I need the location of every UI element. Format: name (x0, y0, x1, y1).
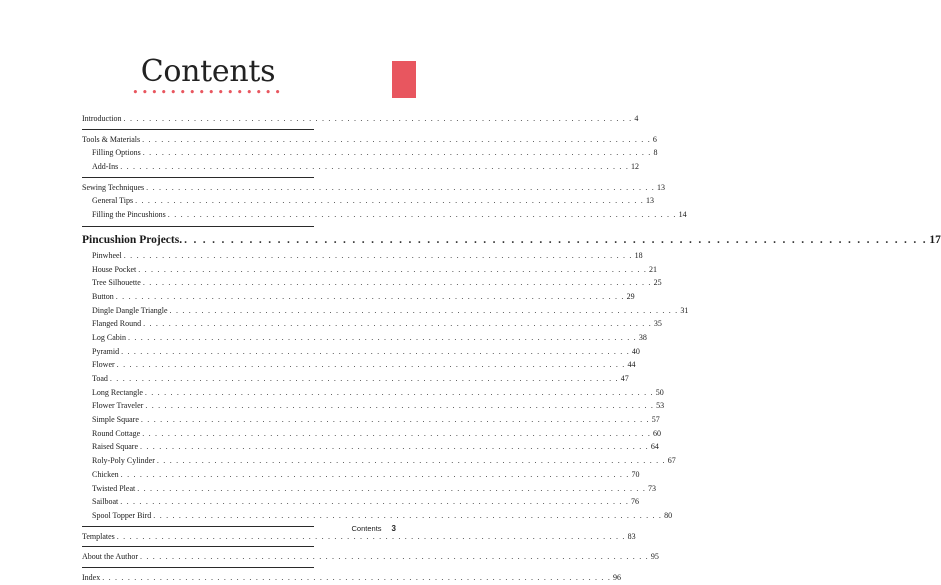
section-divider (82, 226, 314, 227)
toc-entry-label: Flower Traveler (92, 401, 144, 411)
page-title: Contents (140, 54, 276, 89)
dot-leader: . . . . . . . . . . . . . . . . . . . . . . . . . . . . . . . . . . . . . . . . . . . . . . . . . . . . . . . . . . . . . . . . . . . . . . . . . . . . . . . . (142, 278, 652, 288)
toc-entry-label: Flower (92, 360, 115, 370)
toc-entry-label: Filling Options (92, 148, 141, 158)
toc-entry-label: Pinwheel (92, 250, 122, 260)
toc-subentry[interactable] (82, 317, 662, 331)
toc-entry-label: About the Author (82, 552, 138, 562)
toc-entry-label: Tree Silhouette (92, 278, 141, 288)
toc-page-number: 64 (650, 442, 659, 452)
toc-entry-label: Introduction (82, 114, 122, 123)
toc-page-number: 13 (645, 196, 654, 206)
toc-subentry[interactable] (82, 454, 676, 468)
toc-page-number: 47 (620, 374, 629, 383)
dot-leader: . . . . . . . . . . . . . . . . . . . . . . . . . . . . . . . . . . . . . . . . . . . . . . . . . . . . . . . . . . . . . . . . . . . . . . . . . . . . . . . . (144, 387, 654, 397)
toc-subentry[interactable] (82, 194, 654, 208)
toc-entry-label: Button (92, 291, 114, 301)
toc-subentry[interactable] (82, 331, 647, 345)
dot-leader: . . . . . . . . . . . . . . . . . . . . . . . . . . . . . . . . . . . . . . . . . . . . . . . . . . . . . . . . . . . . . . . . . . . . . . . . . . . . . . . . (184, 233, 928, 246)
toc-entry-label: Templates (82, 531, 115, 541)
toc-entry-label: General Tips (92, 196, 134, 206)
dot-leader: . . . . . . . . . . . . . . . . . . . . . . . . . . . . . . . . . . . . . . . . . . . . . . . . . . . . . . . . . . . . . . . . . . . . . . . . . . . . . . . . (135, 196, 644, 206)
toc-entry-label: Flanged Round (92, 319, 142, 329)
toc-entry[interactable] (82, 530, 636, 544)
toc-subentry[interactable] (82, 386, 664, 400)
dot-leader: . . . . . . . . . . . . . . . . . . . . . . . . . . . . . . . . . . . . . . . . . . . . . . . . . . . . . . . . . . . . . . . . . . . . . . . . . . . . . . . . (138, 264, 648, 274)
toc-subentry[interactable] (82, 358, 636, 372)
toc-page-number: 18 (634, 250, 643, 260)
dot-leader: . . . . . . . . . . . . . . . . . . . . . . . . . . . . . . . . . . . . . . . . . . . . . . . . . . . . . . . . . . . . . . . . . . . . . . . . . . . . . . . . (142, 428, 652, 438)
dot-leader: . . . . . . . . . . . . . . . . . . . . . . . . . . . . . . . . . . . . . . . . . . . . . . . . . . . . . . . . . . . . . . . . . . . . . . . . . . . . . . . . (102, 572, 612, 582)
toc-page-number: 25 (653, 278, 662, 288)
toc-entry-label: Toad (92, 374, 108, 383)
toc-page-number: 4 (634, 114, 639, 123)
toc-entry-label: Simple Square (92, 415, 139, 425)
dot-leader: . . . . . . . . . . . . . . . . . . . . . . . . . . . . . . . . . . . . . . . . . . . . . . . . . . . . . . . . . . . . . . . . . . . . . . . . . . . . . . . . (142, 148, 652, 158)
dot-leader: . . . . . . . . . . . . . . . . . . . . . . . . . . . . . . . . . . . . . . . . . . . . . . . . . . . . . . . . . . . . . . . . . . . . . . . . . . . . . . . . (120, 469, 630, 479)
footer-label: Contents (351, 524, 382, 533)
toc-entry[interactable] (82, 571, 622, 585)
toc-subentry[interactable] (82, 276, 662, 290)
toc-entry-label: Chicken (92, 469, 119, 479)
toc-page-number: 73 (648, 483, 657, 493)
toc-entry-label: Filling the Pincushions (92, 210, 166, 220)
page-footer (352, 524, 396, 533)
toc-page-number: 60 (653, 428, 662, 438)
toc-page-number: 31 (680, 305, 689, 315)
dot-leader: . . . . . . . . . . . . . . . . . . . . . . . . . . . . . . . . . . . . . . . . . . . . . . . . . . . . . . . . . . . . . . . . . . . . . . . . . . . . . . . . (167, 210, 677, 220)
toc-entry-label: Sewing Techniques (82, 182, 145, 192)
toc-subentry[interactable] (82, 146, 658, 160)
toc-page-number: 53 (656, 401, 665, 411)
toc-subentry[interactable] (82, 509, 673, 523)
dot-leader: . . . . . . . . . . . . . . . . . . . . . . . . . . . . . . . . . . . . . . . . . . . . . . . . . . . . . . . . . . . . . . . . . . . . . . . . . . . . . . . . (140, 415, 650, 425)
dot-leader: . . . . . . . . . . . . . . . . . . . . . . . . . . . . . . . . . . . . . . . . . . . . . . . . . . . . . . . . . . . . . . . . . . . . . . . . . . . . . . . . (121, 346, 630, 356)
toc-page-number: 96 (613, 572, 622, 582)
dot-leader: . . . . . . . . . . . . . . . . . . . . . . . . . . . . . . . . . . . . . . . . . . . . . . . . . . . . . . . . . . . . . . . . . . . . . . . . . . . . . . . . (142, 134, 651, 144)
toc-entry-label: Sailboat (92, 497, 119, 507)
dot-leader: . . . . . . . . . . . . . . . . . . . . . . . . . . . . . . . . . . . . . . . . . . . . . . . . . . . . . . . . . . . . . . . . . . . . . . . . . . . . . . . . (116, 531, 626, 541)
toc-entry-label: Pyramid (92, 346, 120, 356)
toc-entry-label: Round Cottage (92, 428, 141, 438)
section-divider (82, 546, 314, 547)
dot-leader: . . . . . . . . . . . . . . . . . . . . . . . . . . . . . . . . . . . . . . . . . . . . . . . . . . . . . . . . . . . . . . . . . . . . . . . . . . . . . . . . (140, 442, 649, 452)
toc-page-number: 21 (649, 264, 658, 274)
toc-entry[interactable] (82, 181, 665, 195)
toc-entry[interactable] (82, 112, 639, 126)
toc-subentry[interactable] (82, 208, 687, 222)
page-number: 3 (391, 524, 396, 533)
dot-leader: . . . . . . . . . . . . . . . . . . . . . . . . . . . . . . . . . . . . . . . . . . . . . . . . . . . . . . . . . . . . . . . . . . . . . . . . . . . . . . . . (128, 332, 637, 342)
toc-page-number: 95 (650, 552, 659, 562)
toc-page-number: 29 (626, 291, 635, 301)
dot-leader: . . . . . . . . . . . . . . . . . . . . . . . . . . . . . . . . . . . . . . . . . . . . . . . . . . . . . . . . . . . . . . . . . . . . . . . . . . . . . . . . (123, 250, 633, 260)
section-divider (82, 177, 314, 178)
dot-leader: . . . . . . . . . . . . . . . . . . . . . . . . . . . . . . . . . . . . . . . . . . . . . . . . . . . . . . . . . . . . . . . . . . . . . . . . . . . . . . . . (153, 510, 663, 520)
section-divider (82, 129, 314, 130)
title-ornament-dots: •••••••••••••••• (132, 86, 284, 99)
toc-entry-label: Index (82, 572, 101, 582)
toc-subentry[interactable] (82, 345, 640, 359)
dot-leader: . . . . . . . . . . . . . . . . . . . . . . . . . . . . . . . . . . . . . . . . . . . . . . . . . . . . . . . . . . . . . . . . . . . . . . . . . . . . . . . . (116, 360, 626, 370)
toc-page-number: 57 (651, 415, 660, 425)
toc-subentry[interactable] (82, 399, 665, 413)
toc-entry-label: Log Cabin (92, 332, 126, 342)
toc-page-number: 14 (678, 210, 687, 220)
toc-entry-label: Roly-Poly Cylinder (92, 456, 155, 466)
toc-entry-label: Dingle Dangle Triangle (92, 305, 168, 315)
toc-entry-label: Add-Ins (92, 162, 119, 172)
toc-page-number: 6 (652, 134, 657, 144)
section-divider (82, 567, 314, 568)
dot-leader: . . . . . . . . . . . . . . . . . . . . . . . . . . . . . . . . . . . . . . . . . . . . . . . . . . . . . . . . . . . . . . . . . . . . . . . . . . . . . . . . (143, 319, 652, 329)
toc-subentry[interactable] (82, 290, 635, 304)
toc-page-number: 70 (631, 469, 640, 479)
dot-leader: . . . . . . . . . . . . . . . . . . . . . . . . . . . . . . . . . . . . . . . . . . . . . . . . . . . . . . . . . . . . . . . . . . . . . . . . . . . . . . . . (123, 114, 633, 123)
toc-entry-label: Tools & Materials (82, 134, 141, 144)
toc-entry-label: Long Rectangle (92, 387, 143, 397)
toc-page-number: 44 (627, 360, 636, 370)
dot-leader: . . . . . . . . . . . . . . . . . . . . . . . . . . . . . . . . . . . . . . . . . . . . . . . . . . . . . . . . . . . . . . . . . . . . . . . . . . . . . . . . (120, 162, 630, 172)
toc-subentry[interactable] (82, 160, 640, 174)
toc-entry[interactable] (82, 133, 657, 147)
toc-page-number: 38 (638, 332, 647, 342)
dot-leader: . . . . . . . . . . . . . . . . . . . . . . . . . . . . . . . . . . . . . . . . . . . . . . . . . . . . . . . . . . . . . . . . . . . . . . . . . . . . . . . . (169, 305, 679, 315)
toc-page-number: 50 (655, 387, 664, 397)
dot-leader: . . . . . . . . . . . . . . . . . . . . . . . . . . . . . . . . . . . . . . . . . . . . . . . . . . . . . . . . . . . . . . . . . . . . . . . . . . . . . . . . (140, 552, 649, 562)
toc-subentry[interactable] (82, 304, 689, 318)
toc-subentry[interactable] (82, 263, 658, 277)
toc-subentry[interactable] (82, 495, 640, 509)
toc-page-number: 8 (653, 148, 658, 158)
toc-subentry[interactable] (82, 440, 659, 454)
dot-leader: . . . . . . . . . . . . . . . . . . . . . . . . . . . . . . . . . . . . . . . . . . . . . . . . . . . . . . . . . . . . . . . . . . . . . . . . . . . . . . . . (120, 497, 630, 507)
toc-entry-label: Twisted Pleat (92, 483, 136, 493)
toc-page-number: 13 (656, 182, 665, 192)
section-divider (82, 526, 314, 527)
dot-leader: . . . . . . . . . . . . . . . . . . . . . . . . . . . . . . . . . . . . . . . . . . . . . . . . . . . . . . . . . . . . . . . . . . . . . . . . . . . . . . . . (115, 291, 625, 301)
toc-page-number: 76 (631, 497, 640, 507)
dot-leader: . . . . . . . . . . . . . . . . . . . . . . . . . . . . . . . . . . . . . . . . . . . . . . . . . . . . . . . . . . . . . . . . . . . . . . . . . . . . . . . . (145, 401, 655, 411)
dot-leader: . . . . . . . . . . . . . . . . . . . . . . . . . . . . . . . . . . . . . . . . . . . . . . . . . . . . . . . . . . . . . . . . . . . . . . . . . . . . . . . . (156, 456, 666, 466)
toc-entry-label: House Pocket (92, 264, 137, 274)
toc-section-heading[interactable] (82, 231, 941, 249)
toc-entry-label: Spool Topper Bird (92, 510, 152, 520)
toc-subentry[interactable] (82, 372, 629, 386)
toc-page-number: 83 (627, 531, 636, 541)
toc-subentry[interactable] (82, 249, 643, 263)
toc-page-number: 80 (664, 510, 673, 520)
toc-subentry[interactable] (82, 413, 660, 427)
toc-page-number: 67 (667, 456, 676, 466)
toc-subentry[interactable] (82, 468, 640, 482)
toc-page-number: 17 (929, 233, 941, 246)
toc-entry[interactable] (82, 550, 659, 564)
toc-page-number: 35 (653, 319, 662, 329)
toc-page-number: 12 (631, 162, 640, 172)
toc-subentry[interactable] (82, 482, 657, 496)
toc-entry-label: Raised Square (92, 442, 138, 452)
dot-leader: . . . . . . . . . . . . . . . . . . . . . . . . . . . . . . . . . . . . . . . . . . . . . . . . . . . . . . . . . . . . . . . . . . . . . . . . . . . . . . . . (137, 483, 647, 493)
dot-leader: . . . . . . . . . . . . . . . . . . . . . . . . . . . . . . . . . . . . . . . . . . . . . . . . . . . . . . . . . . . . . . . . . . . . . . . . . . . . . . . . (146, 182, 655, 192)
toc-subentry[interactable] (82, 427, 662, 441)
toc-entry-label: Pincushion Projects. (82, 233, 183, 246)
toc-page-number: 40 (631, 346, 640, 356)
dot-leader: . . . . . . . . . . . . . . . . . . . . . . . . . . . . . . . . . . . . . . . . . . . . . . . . . . . . . . . . . . . . . . . . . . . . . . . . . . . . . . . . (109, 374, 619, 383)
